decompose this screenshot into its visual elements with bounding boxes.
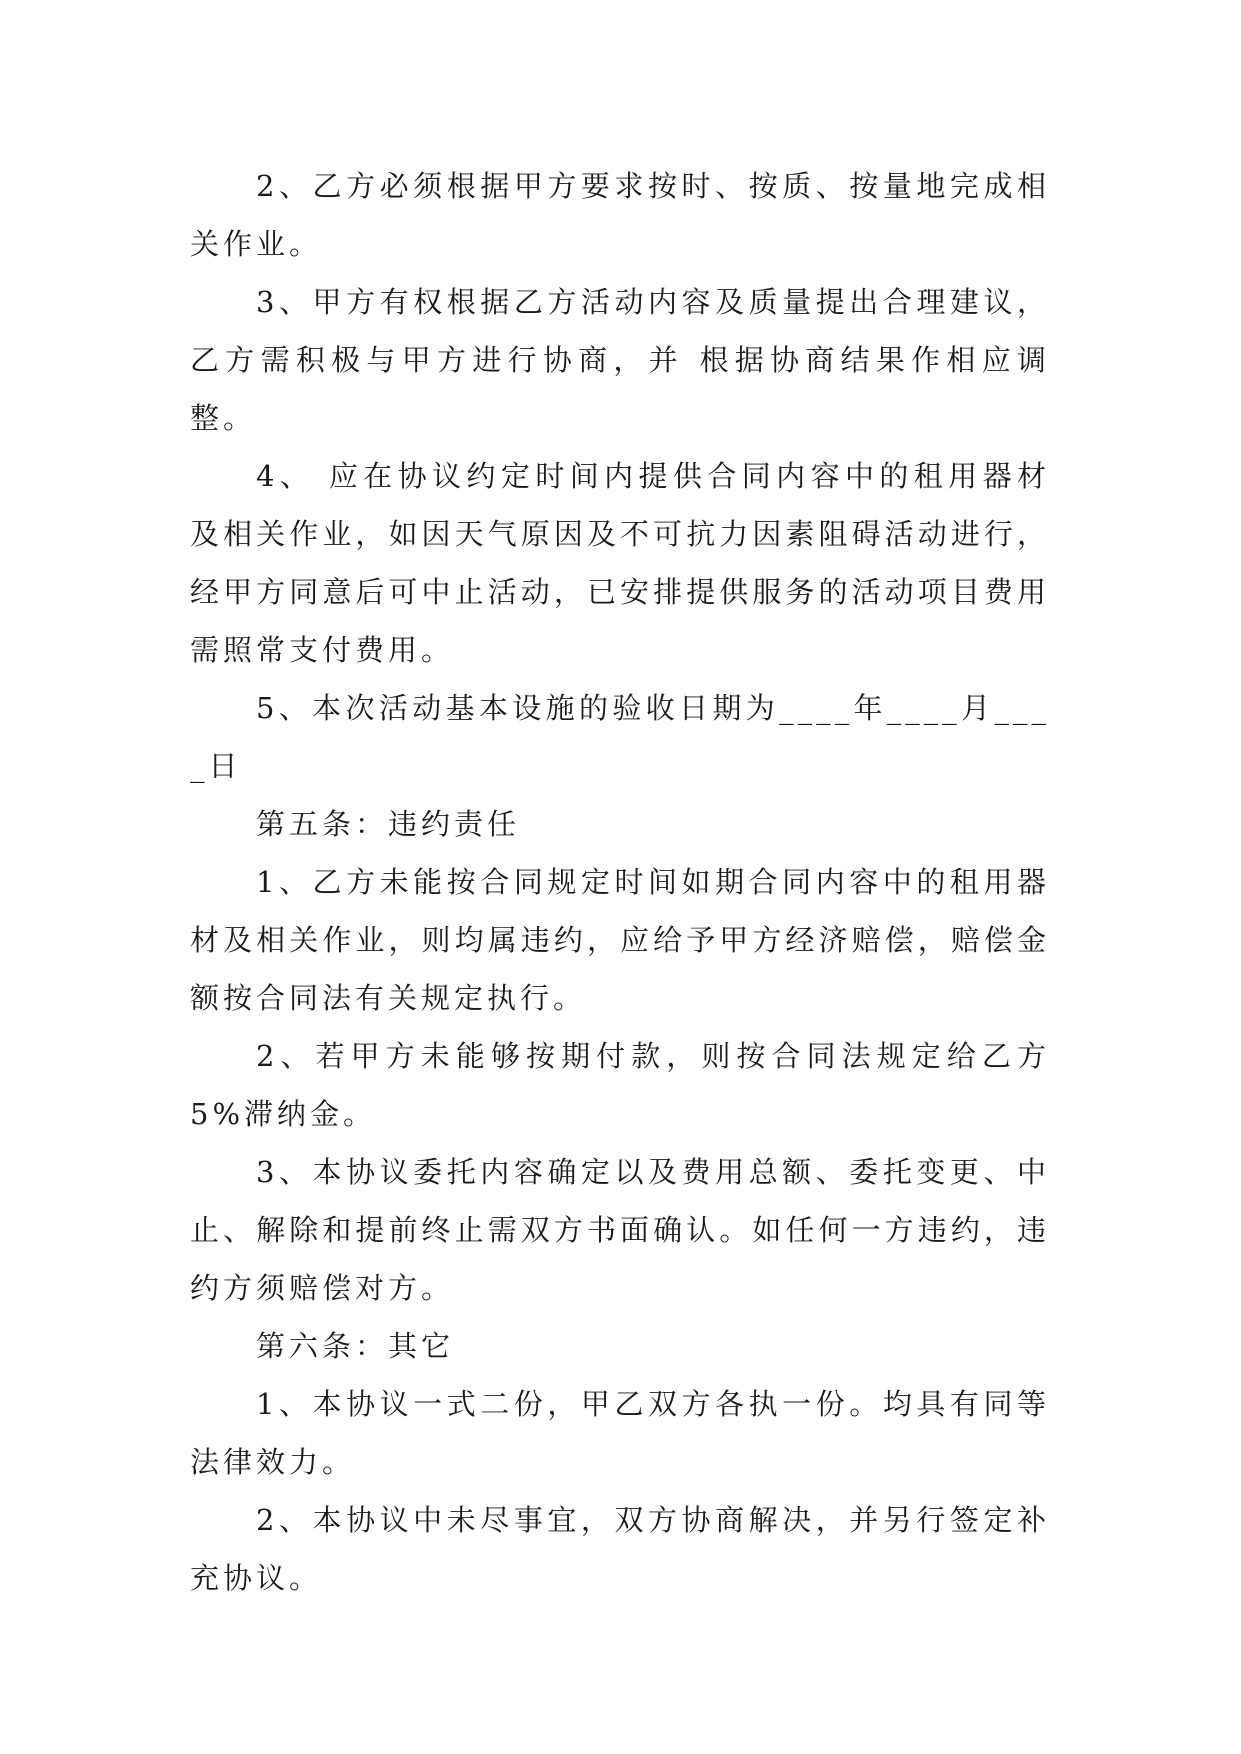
document-body: [190, 157, 1050, 1607]
article-6-heading: 第六条：其它: [256, 1329, 455, 1363]
clause-6-2: 2、本协议中未尽事宜，双方协商解决，并另行签定补充协议。: [190, 1503, 1050, 1595]
article-5-heading: 第五条：违约责任: [256, 807, 521, 841]
clause-5-2: 2、若甲方未能够按期付款，则按合同法规定给乙方5%滞纳金。: [190, 1039, 1050, 1131]
clause-4-3: 3、甲方有权根据乙方活动内容及质量提出合理建议，乙方需积极与甲方进行协商，并 根据协商结果作相应调整。: [190, 285, 1050, 435]
clause-4-4: 4、 应在协议约定时间内提供合同内容中的租用器材及相关作业，如因天气原因及不可抗力因素阻碍活动进行，经甲方同意后可中止活动，已安排提供服务的活动项目费用需照常支付费用。: [190, 459, 1050, 667]
clause-4-2: 2、乙方必须根据甲方要求按时、按质、按量地完成相关作业。: [190, 169, 1050, 261]
clause-4-5: 5、本次活动基本设施的验收日期为____年____月____日: [190, 691, 1050, 783]
clause-5-3: 3、本协议委托内容确定以及费用总额、委托变更、中止、解除和提前终止需双方书面确认。如任何一方违约，违约方须赔偿对方。: [190, 1155, 1050, 1305]
clause-6-1: 1、本协议一式二份，甲乙双方各执一份。均具有同等法律效力。: [190, 1387, 1050, 1479]
clause-5-1: 1、乙方未能按合同规定时间如期合同内容中的租用器材及相关作业，则均属违约，应给予甲方经济赔偿，赔偿金额按合同法有关规定执行。: [190, 865, 1050, 1015]
